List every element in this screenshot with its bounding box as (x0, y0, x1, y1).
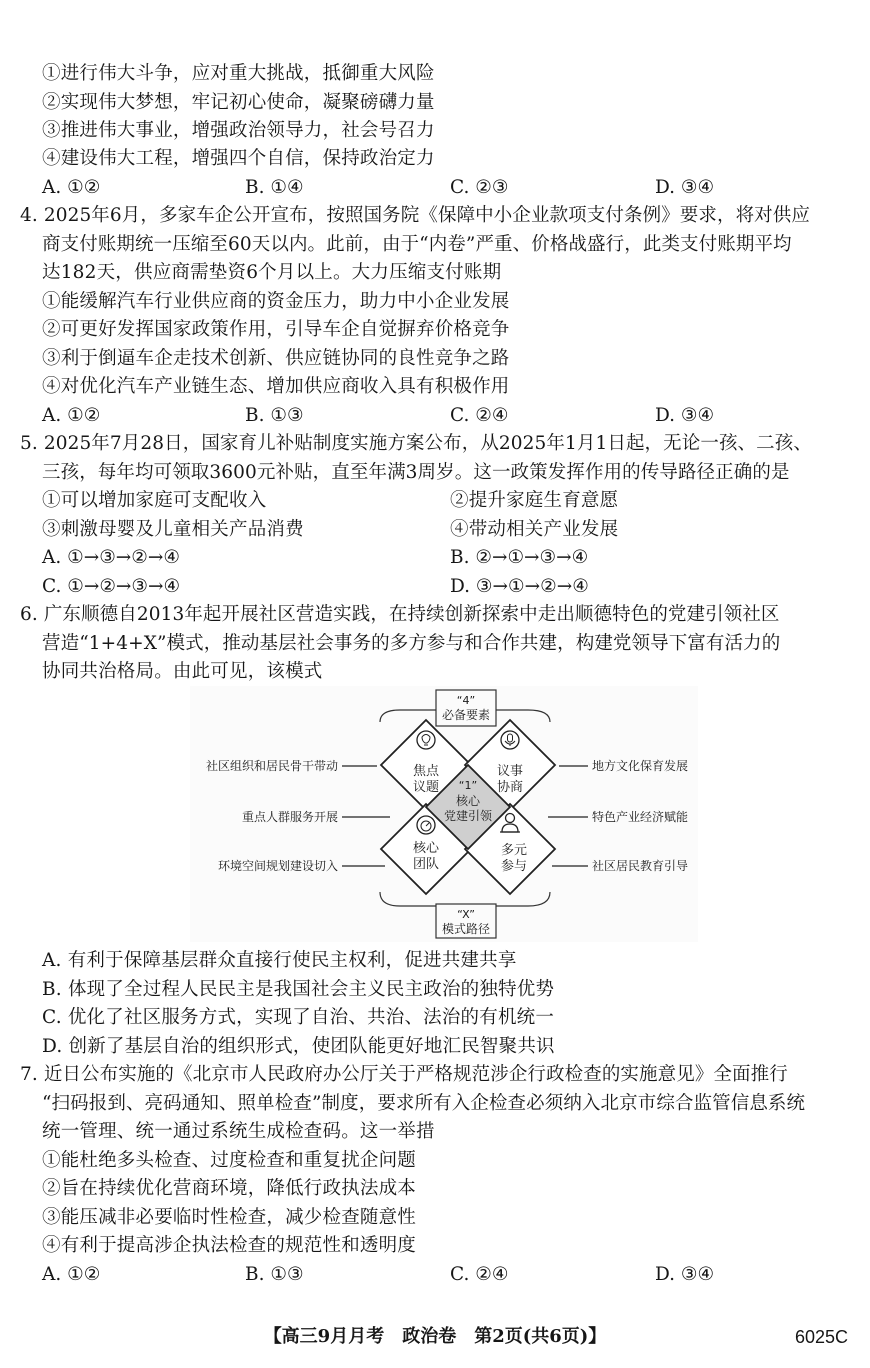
bottom-label-letter: “X” (457, 908, 475, 921)
q7-item-1: ①能杜绝多头检查、过度检查和重复扰企问题 (42, 1150, 417, 1171)
q5-stem-line-2: 三孩，每年均可领取3600元补贴，直至年满3周岁。这一政策发挥作用的传导路径正确的是 (42, 462, 790, 483)
q6-option-c: C. 优化了社区服务方式，实现了自治、共治、法治的有机统一 (42, 1007, 555, 1028)
core-team-line-1: 核心 (412, 841, 440, 856)
deliberation-line-1: 议事 (496, 764, 524, 779)
q4-item-2: ②可更好发挥国家政策作用，引导车企自觉摒弃价格竞争 (42, 319, 510, 340)
q5-option-a: A. ①→③→②→④ (42, 547, 180, 568)
q4-item-4: ④对优化汽车产业链生态、增加供应商收入具有积极作用 (42, 376, 510, 397)
q6-option-d: D. 创新了基层自治的组织形式，使团队能更好地汇民智聚共识 (42, 1036, 555, 1057)
core-label: 核心 (455, 794, 481, 808)
q4-item-1: ①能缓解汽车行业供应商的资金压力，助力中小企业发展 (42, 291, 510, 312)
q3-item-1: ①进行伟大斗争，应对重大挑战，抵御重大风险 (42, 63, 435, 84)
q5-item-3: ③刺激母婴及儿童相关产品消费 (42, 519, 304, 540)
q4-stem-line-3: 达182天，供应商需垫资6个月以上。大力压缩支付账期 (42, 262, 502, 283)
q3-option-a: A. ①② (42, 177, 101, 198)
q6-stem-line-3: 协同共治格局。由此可见，该模式 (42, 661, 323, 682)
core-party-leadership-label: 党建引领 (443, 809, 493, 823)
q5-option-c: C. ①→②→③→④ (42, 576, 181, 597)
focus-issues-line-1: 焦点 (412, 764, 440, 779)
right-label-1: 地方文化保育发展 (592, 759, 689, 773)
q3-option-c: C. ②③ (450, 177, 509, 198)
q3-item-3: ③推进伟大事业，增强政治领导力，社会号召力 (42, 120, 435, 141)
q4-item-3: ③利于倒逼车企走技术创新、供应链协同的良性竞争之路 (42, 348, 510, 369)
paper-code: 6025C (794, 1327, 848, 1347)
q4-option-c: C. ②④ (450, 405, 509, 426)
q4-option-b: B. ①③ (245, 405, 304, 426)
q4-option-a: A. ①② (42, 405, 101, 426)
left-label-3: 环境空间规划建设切入 (217, 859, 338, 873)
q5-item-2: ②提升家庭生育意愿 (450, 490, 619, 511)
multi-participation-line-2: 参与 (500, 859, 528, 874)
q5-option-d: D. ③→①→②→④ (450, 576, 589, 597)
top-label-text: 必备要素 (441, 708, 491, 722)
deliberation-line-2: 协商 (496, 780, 524, 795)
q5-item-4: ④带动相关产业发展 (450, 519, 619, 540)
q5-option-b: B. ②→①→③→④ (450, 547, 589, 568)
q7-option-b: B. ①③ (245, 1264, 304, 1285)
core-team-line-2: 团队 (412, 857, 440, 872)
q7-item-4: ④有利于提高涉企执法检查的规范性和透明度 (42, 1235, 417, 1256)
top-label-number: “4” (456, 694, 476, 707)
right-label-3: 社区居民教育引导 (592, 859, 689, 873)
q6-option-b: B. 体现了全过程人民民主是我国社会主义民主政治的独特优势 (42, 979, 555, 1000)
page-footer: 【高三9月月考 政治卷 第2页(共6页)】 (263, 1326, 607, 1347)
q4-stem-line-2: 商支付账期统一压缩至60天以内。此前，由于“内卷”严重、价格战盛行，此类支付账期平均 (42, 234, 792, 255)
q7-option-c: C. ②④ (450, 1264, 509, 1285)
bottom-label-text: 模式路径 (441, 922, 491, 936)
q7-option-a: A. ①② (42, 1264, 101, 1285)
right-label-2: 特色产业经济赋能 (592, 810, 689, 824)
q4-option-d: D. ③④ (655, 405, 715, 426)
q6-option-a: A. 有利于保障基层群众直接行使民主权利，促进共建共享 (42, 950, 517, 971)
q6-stem-line-2: 营造“1+4+X”模式，推动基层社会事务的多方参与和合作共建，构建党领导下富有活力的 (42, 633, 781, 654)
focus-issues-line-2: 议题 (412, 780, 440, 795)
q3-item-4: ④建设伟大工程，增强四个自信，保持政治定力 (42, 148, 435, 169)
q4-stem-line-1: 4. 2025年6月，多家车企公开宣布，按照国务院《保障中小企业款项支付条例》要求，将对供应 (20, 205, 810, 226)
q7-stem-line-1: 7. 近日公布实施的《北京市人民政府办公厅关于严格规范涉企行政检查的实施意见》全面推行 (20, 1064, 788, 1085)
q7-stem-line-3: 统一管理、统一通过系统生成检查码。这一举措 (42, 1121, 435, 1142)
community-model-diagram (190, 686, 698, 942)
q7-item-2: ②旨在持续优化营商环境，降低行政执法成本 (42, 1178, 417, 1199)
q7-stem-line-2: “扫码报到、亮码通知、照单检查”制度，要求所有入企检查必须纳入北京市综合监管信息系统 (42, 1093, 806, 1114)
core-number: “1” (458, 779, 478, 792)
q7-item-3: ③能压减非必要临时性检查，减少检查随意性 (42, 1207, 417, 1228)
q5-item-1: ①可以增加家庭可支配收入 (42, 490, 267, 511)
q3-option-d: D. ③④ (655, 177, 715, 198)
q7-option-d: D. ③④ (655, 1264, 715, 1285)
q3-option-b: B. ①④ (245, 177, 304, 198)
q6-stem-line-1: 6. 广东顺德自2013年起开展社区营造实践，在持续创新探索中走出顺德特色的党建引领社区 (20, 604, 780, 625)
q3-item-2: ②实现伟大梦想，牢记初心使命，凝聚磅礴力量 (42, 92, 435, 113)
q5-stem-line-1: 5. 2025年7月28日，国家育儿补贴制度实施方案公布，从2025年1月1日起，无论一孩、二孩、 (20, 433, 812, 454)
left-label-1: 社区组织和居民骨干带动 (205, 759, 338, 773)
left-label-2: 重点人群服务开展 (241, 810, 338, 824)
multi-participation-line-1: 多元 (500, 843, 528, 858)
